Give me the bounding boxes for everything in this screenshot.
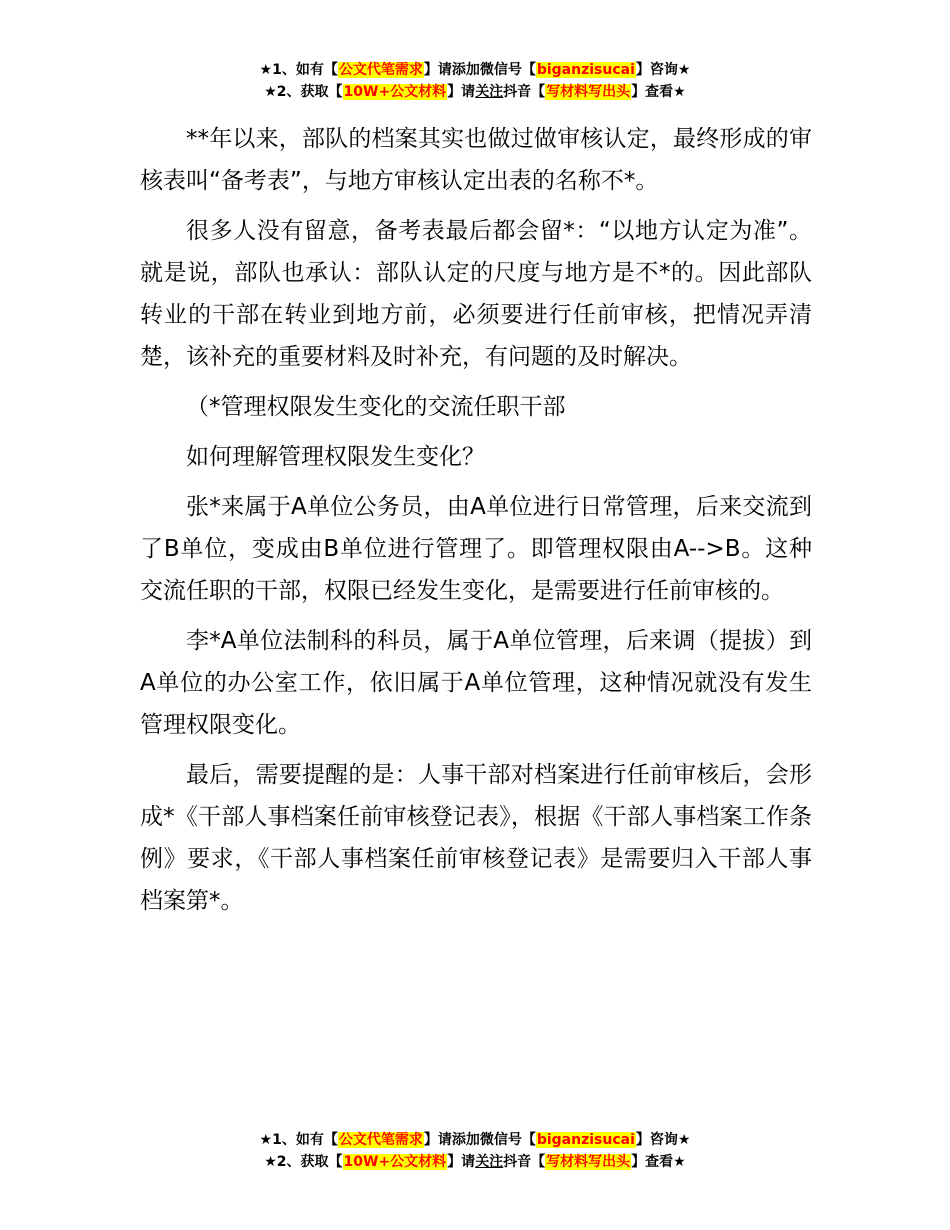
paragraph: **年以来，部队的档案其实也做过做审核认定，最终形成的审核表叫“备考表”，与地方审核认定出表的名称不*。 xyxy=(140,126,812,194)
banner-underlined-text: 关注 xyxy=(475,84,504,100)
banner-text: 】查看★ xyxy=(631,1154,686,1170)
banner-highlight: 公文代笔需求 xyxy=(338,1132,423,1148)
paragraph: 最后，需要提醒的是：人事干部对档案进行任前审核后，会形成*《干部人事档案任前审核登记表》，根据《干部人事档案工作条例》要求，《干部人事档案任前审核登记表》是需要归入干部人事档案第*。 xyxy=(140,762,812,914)
header-banner-line-2 xyxy=(0,81,950,103)
banner-highlight: biganzisucai xyxy=(536,1132,635,1148)
banner-underlined-text: 关注 xyxy=(475,1154,504,1170)
banner-text: ★2、获取【 xyxy=(264,84,343,100)
section-heading: （*管理权限发生变化的交流任职干部 xyxy=(186,394,566,420)
banner-text: 抖音【 xyxy=(503,84,546,100)
banner-text: 】咨询★ xyxy=(635,1132,691,1148)
banner-text: 】请 xyxy=(447,1154,476,1170)
banner-text: 抖音【 xyxy=(503,1154,546,1170)
paragraph: 如何理解管理权限发生变化？ xyxy=(186,444,485,470)
paragraph: 很多人没有留意，备考表最后都会留*：“以地方认定为准”。就是说，部队也承认：部队认定的尺度与地方是不*的。因此部队转业的干部在转业到地方前，必须要进行任前审核，把情况弄清楚，该补充的重要材料及时补充，有问题的及时解决。 xyxy=(140,218,812,370)
banner-text: 】请添加微信号【 xyxy=(423,62,536,78)
banner-highlight: 公文代笔需求 xyxy=(338,62,423,78)
banner-highlight: biganzisucai xyxy=(536,62,635,78)
banner-text: ★1、如有【 xyxy=(259,62,338,78)
document-body xyxy=(140,118,812,930)
banner-text: 】请添加微信号【 xyxy=(423,1132,536,1148)
banner-highlight: 写材料写出头 xyxy=(546,1154,631,1170)
banner-highlight: 10W+公文材料 xyxy=(343,1154,447,1170)
banner-text: ★1、如有【 xyxy=(259,1132,338,1148)
paragraph: 李*A单位法制科的科员，属于A单位管理，后来调（提拔）到A单位的办公室工作，依旧属于A单位管理，这种情况就没有发生管理权限变化。 xyxy=(140,628,812,738)
banner-highlight: 10W+公文材料 xyxy=(343,84,447,100)
banner-text: 】查看★ xyxy=(631,84,686,100)
banner-highlight: 写材料写出头 xyxy=(546,84,631,100)
paragraph: 张*来属于A单位公务员，由A单位进行日常管理，后来交流到了B单位，变成由B单位进行管理了。即管理权限由A-->B。这种交流任职的干部，权限已经发生变化，是需要进行任前审核的。 xyxy=(140,494,812,604)
footer-banner-line-1 xyxy=(0,1129,950,1151)
banner-text: ★2、获取【 xyxy=(264,1154,343,1170)
banner-text: 】咨询★ xyxy=(635,62,691,78)
header-banner xyxy=(0,59,950,103)
footer-banner-line-2 xyxy=(0,1151,950,1173)
header-banner-line-1 xyxy=(0,59,950,81)
banner-text: 】请 xyxy=(447,84,476,100)
footer-banner xyxy=(0,1129,950,1173)
